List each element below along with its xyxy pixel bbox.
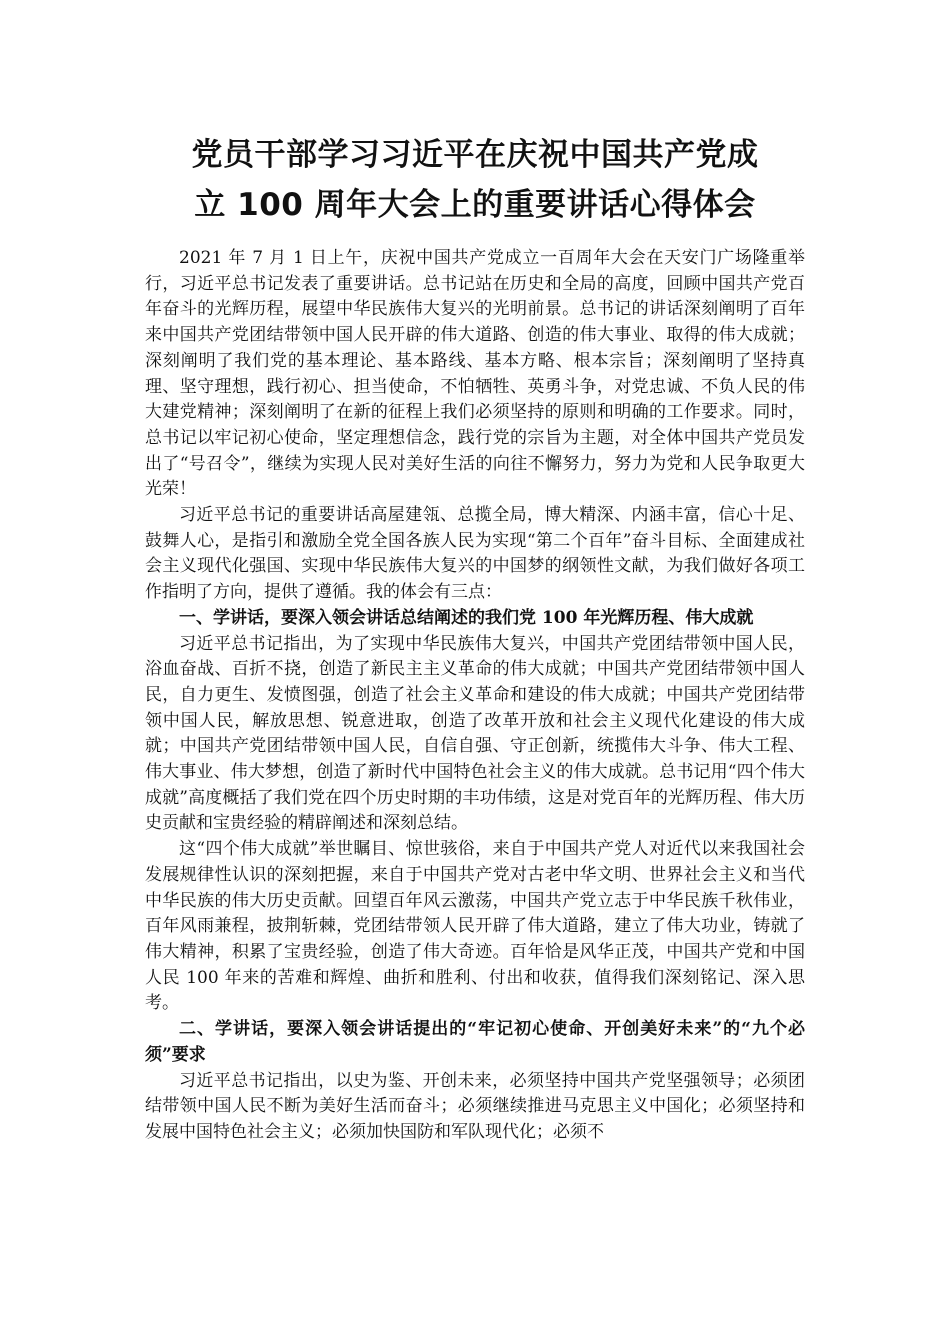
paragraph-four-achievements: 习近平总书记指出，为了实现中华民族伟大复兴，中国共产党团结带领中国人民，浴血奋战、百折不挠，创造了新民主主义革命的伟大成就；中国共产党团结带领中国人民，自力更生、发愤图强，创造了社会主义革命和建设的伟大成就；中国共产党团结带领中国人民，解放思想、锐意进取，创造了改革开放和社会主义现代化建设的伟大成就；中国共产党团结带领中国人民，自信自强、守正创新，统揽伟大斗争、伟大工程、伟大事业、伟大梦想，创造了新时代中国特色社会主义的伟大成就。总书记用“四个伟大成就”高度概括了我们党在四个历史时期的丰功伟绩，这是对党百年的光辉历程、伟大历史贡献和宝贵经验的精辟阐述和深刻总结。	[145, 633, 805, 834]
title-line-2: 立 100 周年大会上的重要讲话心得体会	[194, 187, 756, 223]
paragraph-intro: 2021 年 7 月 1 日上午，庆祝中国共产党成立一百周年大会在天安门广场隆重举行，习近平总书记发表了重要讲话。总书记站在历史和全局的高度，回顾中国共产党百年奋斗的光辉历程，展望中华民族伟大复兴的光明前景。总书记的讲话深刻阐明了百年来中国共产党团结带领中国人民开辟的伟大道路、创造的伟大事业、取得的伟大成就；深刻阐明了我们党的基本理论、基本路线、基本方略、根本宗旨；深刻阐明了坚持真理、坚守理想，践行初心、担当使命，不怕牺牲、英勇斗争，对党忠诚、不负人民的伟大建党精神；深刻阐明了在新的征程上我们必须坚持的原则和明确的工作要求。同时，总书记以牢记初心使命，坚定理想信念，践行党的宗旨为主题，对全体中国共产党员发出了“号召令”，继续为实现人民对美好生活的向往不懈努力，努力为党和人民争取更大光荣！	[145, 248, 805, 500]
document-body	[145, 130, 805, 1146]
paragraph-significance: 习近平总书记的重要讲话高屋建瓴、总揽全局，博大精深、内涵丰富，信心十足、鼓舞人心，是指引和激励全党全国各族人民为实现“第二个百年”奋斗目标、全面建成社会主义现代化强国、实现中华民族伟大复兴的中国梦的纲领性文献，为我们做好各项工作指明了方向，提供了遵循。我的体会有三点：	[145, 505, 805, 603]
section-heading-1: 一、学讲话，要深入领会讲话总结阐述的我们党 100 年光辉历程、伟大成就	[179, 607, 754, 628]
document-title	[145, 130, 805, 230]
title-line-1: 党员干部学习习近平在庆祝中国共产党成	[191, 137, 759, 173]
section-heading-2: 二、学讲话，要深入领会讲话提出的“牢记初心使命、开创美好未来”的“九个必须”要求	[145, 1019, 805, 1065]
paragraph-nine-musts: 习近平总书记指出，以史为鉴、开创未来，必须坚持中国共产党坚强领导；必须团结带领中国人民不断为美好生活而奋斗；必须继续推进马克思主义中国化；必须坚持和发展中国特色社会主义；必须加快国防和军队现代化；必须不	[145, 1070, 805, 1142]
paragraph-achievements-reflection: 这“四个伟大成就”举世瞩目、惊世骇俗，来自于中国共产党人对近代以来我国社会发展规律性认识的深刻把握，来自于中国共产党对古老中华文明、世界社会主义和当代中华民族的伟大历史贡献。回望百年风云激荡，中国共产党立志于中华民族千秋伟业，百年风雨兼程，披荆斩棘，党团结带领人民开辟了伟大道路，建立了伟大功业，铸就了伟大精神，积累了宝贵经验，创造了伟大奇迹。百年恰是风华正茂，中国共产党和中国人民 100 年来的苦难和辉煌、曲折和胜利、付出和收获，值得我们深刻铭记、深入思考。	[145, 839, 805, 1014]
